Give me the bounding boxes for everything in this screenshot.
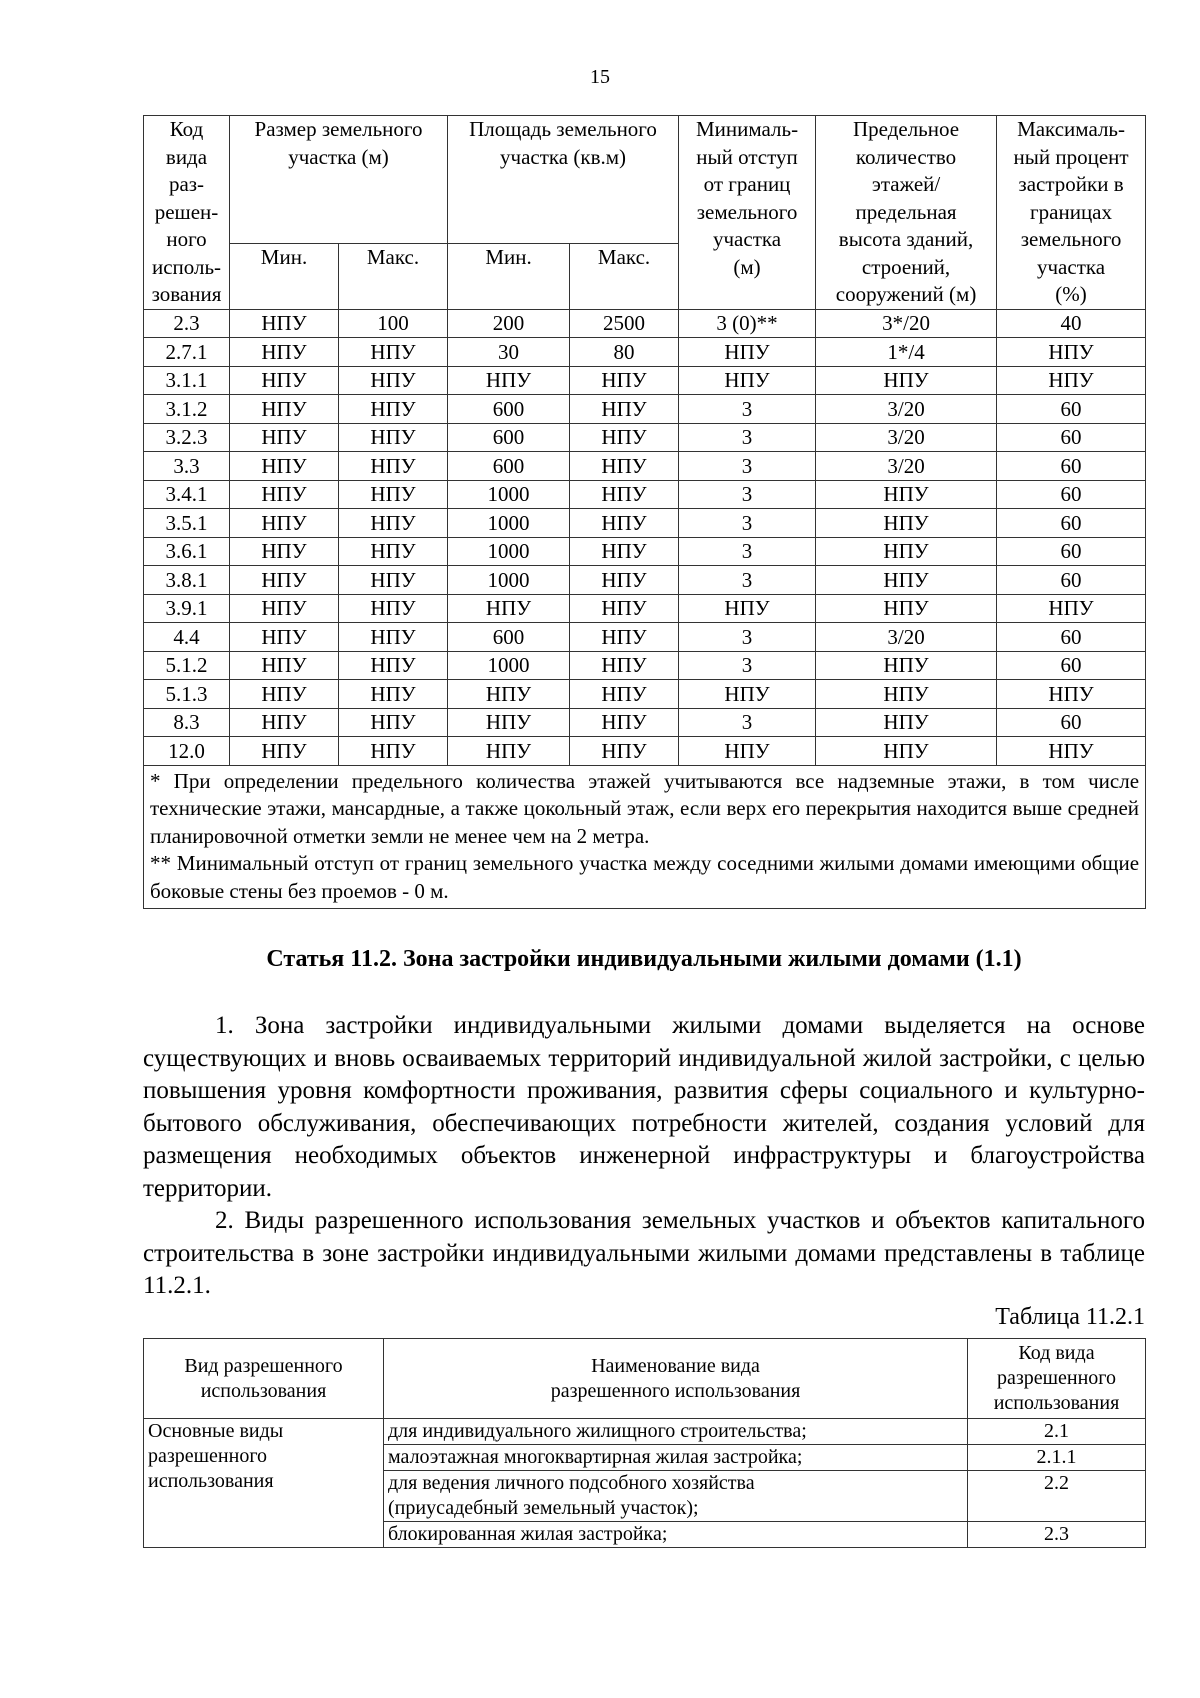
use-code: 2.2 bbox=[968, 1471, 1146, 1522]
cell-floors: 3/20 bbox=[816, 452, 997, 481]
table-row bbox=[144, 452, 1146, 481]
cell-coverage: 60 bbox=[997, 651, 1146, 680]
cell-size-min: НПУ bbox=[230, 509, 339, 538]
cell-floors: 1*/4 bbox=[816, 338, 997, 367]
cell-setback: 3 bbox=[679, 623, 816, 652]
cell-size-min: НПУ bbox=[230, 366, 339, 395]
table-row bbox=[144, 309, 1146, 338]
cell-setback: НПУ bbox=[679, 680, 816, 709]
cell-size-max: НПУ bbox=[339, 509, 448, 538]
cell-size-max: 100 bbox=[339, 309, 448, 338]
cell-coverage: НПУ bbox=[997, 680, 1146, 709]
cell-coverage: 60 bbox=[997, 480, 1146, 509]
use-code: 2.1.1 bbox=[968, 1445, 1146, 1471]
table-row bbox=[144, 509, 1146, 538]
table-row bbox=[144, 651, 1146, 680]
cell-area-min: 600 bbox=[448, 452, 570, 481]
cell-floors: НПУ bbox=[816, 480, 997, 509]
table-row bbox=[144, 423, 1146, 452]
use-name: для ведения личного подсобного хозяйства (приусадебный земельный участок); bbox=[384, 1471, 968, 1522]
header-min-setback: Минималь- ный отступ от границ земельного участка (м) bbox=[679, 116, 816, 310]
cell-setback: 3 bbox=[679, 509, 816, 538]
cell-floors: 3/20 bbox=[816, 395, 997, 424]
cell-size-max: НПУ bbox=[339, 537, 448, 566]
cell-size-min: НПУ bbox=[230, 708, 339, 737]
use-name: малоэтажная многоквартирная жилая застройка; bbox=[384, 1445, 968, 1471]
use-code: 2.1 bbox=[968, 1419, 1146, 1445]
cell-size-min: НПУ bbox=[230, 338, 339, 367]
cell-setback: НПУ bbox=[679, 338, 816, 367]
cell-size-max: НПУ bbox=[339, 480, 448, 509]
cell-floors: 3/20 bbox=[816, 623, 997, 652]
cell-area-min: НПУ bbox=[448, 680, 570, 709]
table-row bbox=[144, 395, 1146, 424]
cell-area-min: НПУ bbox=[448, 737, 570, 766]
paragraph-1: 1. Зона застройки индивидуальными жилыми домами выделяется на основе существующих и вновь осваиваемых территорий индивидуальной жилой застройки, с целью повышения уровня комфортности проживания, развития сферы социального и культурно-бытового обслуживания, обеспечивающих потребности жителей, создания условий для размещения необходимых объектов инженерной инфраструктуры и благоустройства территории. bbox=[143, 1012, 1145, 1202]
cell-coverage: 60 bbox=[997, 623, 1146, 652]
cell-area-max: НПУ bbox=[570, 509, 679, 538]
cell-area-max: НПУ bbox=[570, 623, 679, 652]
cell-area-min: 600 bbox=[448, 395, 570, 424]
cell-floors: НПУ bbox=[816, 566, 997, 595]
header-use-code: Код вида разрешенного использования bbox=[968, 1339, 1146, 1419]
table-row bbox=[144, 680, 1146, 709]
cell-floors: 3*/20 bbox=[816, 309, 997, 338]
cell-setback: 3 bbox=[679, 480, 816, 509]
use-group-label: Основные виды разрешенного использования bbox=[144, 1419, 384, 1548]
cell-area-min: 1000 bbox=[448, 651, 570, 680]
header-code: Код вида раз- решен- ного исполь- зования bbox=[144, 116, 230, 310]
cell-size-max: НПУ bbox=[339, 566, 448, 595]
cell-setback: НПУ bbox=[679, 366, 816, 395]
cell-area-min: НПУ bbox=[448, 366, 570, 395]
cell-floors: НПУ bbox=[816, 509, 997, 538]
cell-coverage: 60 bbox=[997, 566, 1146, 595]
table-row bbox=[144, 1419, 1146, 1445]
cell-area-min: НПУ bbox=[448, 594, 570, 623]
cell-code: 2.3 bbox=[144, 309, 230, 338]
article-heading: Статья 11.2. Зона застройки индивидуальными жилыми домами (1.1) bbox=[266, 946, 1022, 972]
cell-area-min: 1000 bbox=[448, 480, 570, 509]
cell-coverage: 60 bbox=[997, 452, 1146, 481]
table-row bbox=[144, 566, 1146, 595]
cell-coverage: 40 bbox=[997, 309, 1146, 338]
cell-setback: 3 bbox=[679, 708, 816, 737]
cell-area-max: НПУ bbox=[570, 537, 679, 566]
cell-size-min: НПУ bbox=[230, 480, 339, 509]
cell-setback: 3 (0)** bbox=[679, 309, 816, 338]
cell-size-min: НПУ bbox=[230, 623, 339, 652]
cell-code: 3.9.1 bbox=[144, 594, 230, 623]
table-row bbox=[144, 366, 1146, 395]
cell-size-max: НПУ bbox=[339, 594, 448, 623]
cell-size-max: НПУ bbox=[339, 708, 448, 737]
cell-setback: 3 bbox=[679, 423, 816, 452]
params-table-body bbox=[144, 309, 1146, 765]
cell-setback: 3 bbox=[679, 452, 816, 481]
cell-area-max: НПУ bbox=[570, 366, 679, 395]
cell-area-min: 30 bbox=[448, 338, 570, 367]
header-plot-size: Размер земельного участка (м) bbox=[230, 116, 448, 244]
cell-floors: НПУ bbox=[816, 680, 997, 709]
cell-code: 3.8.1 bbox=[144, 566, 230, 595]
cell-size-min: НПУ bbox=[230, 737, 339, 766]
table-row bbox=[144, 537, 1146, 566]
cell-code: 3.2.3 bbox=[144, 423, 230, 452]
cell-area-min: 1000 bbox=[448, 509, 570, 538]
permitted-uses-table bbox=[143, 1338, 1146, 1548]
table-footnotes bbox=[144, 765, 1146, 909]
header-max-floors: Предельное количество этажей/ предельная высота зданий, строений, сооружений (м) bbox=[816, 116, 997, 310]
cell-code: 2.7.1 bbox=[144, 338, 230, 367]
header-plot-area-min: Мин. bbox=[448, 244, 570, 309]
cell-code: 12.0 bbox=[144, 737, 230, 766]
cell-setback: 3 bbox=[679, 651, 816, 680]
cell-floors: 3/20 bbox=[816, 423, 997, 452]
cell-size-min: НПУ bbox=[230, 395, 339, 424]
table-row bbox=[144, 594, 1146, 623]
cell-setback: 3 bbox=[679, 537, 816, 566]
footnote-setback: ** Минимальный отступ от границ земельного участка между соседними жилыми домами имеющими общие боковые стены без проемов - 0 м. bbox=[150, 851, 1140, 903]
cell-size-max: НПУ bbox=[339, 395, 448, 424]
cell-size-min: НПУ bbox=[230, 309, 339, 338]
cell-area-max: НПУ bbox=[570, 680, 679, 709]
table-row bbox=[144, 623, 1146, 652]
cell-area-min: 1000 bbox=[448, 537, 570, 566]
cell-area-max: НПУ bbox=[570, 594, 679, 623]
cell-area-max: НПУ bbox=[570, 708, 679, 737]
cell-coverage: НПУ bbox=[997, 737, 1146, 766]
cell-code: 3.3 bbox=[144, 452, 230, 481]
header-max-coverage: Максималь- ный процент застройки в границах земельного участка (%) bbox=[997, 116, 1146, 310]
cell-area-max: НПУ bbox=[570, 395, 679, 424]
cell-area-min: 1000 bbox=[448, 566, 570, 595]
cell-code: 3.5.1 bbox=[144, 509, 230, 538]
cell-code: 5.1.2 bbox=[144, 651, 230, 680]
cell-area-max: 80 bbox=[570, 338, 679, 367]
header-plot-area: Площадь земельного участка (кв.м) bbox=[448, 116, 679, 244]
cell-area-max: НПУ bbox=[570, 480, 679, 509]
cell-size-max: НПУ bbox=[339, 623, 448, 652]
cell-size-min: НПУ bbox=[230, 537, 339, 566]
cell-floors: НПУ bbox=[816, 537, 997, 566]
cell-size-max: НПУ bbox=[339, 680, 448, 709]
cell-code: 3.1.2 bbox=[144, 395, 230, 424]
cell-size-min: НПУ bbox=[230, 452, 339, 481]
cell-size-max: НПУ bbox=[339, 651, 448, 680]
cell-area-min: 600 bbox=[448, 423, 570, 452]
use-code: 2.3 bbox=[968, 1522, 1146, 1548]
cell-size-min: НПУ bbox=[230, 566, 339, 595]
page-number: 15 bbox=[590, 66, 610, 88]
cell-code: 3.4.1 bbox=[144, 480, 230, 509]
cell-area-min: 600 bbox=[448, 623, 570, 652]
header-plot-area-max: Макс. bbox=[570, 244, 679, 309]
cell-coverage: НПУ bbox=[997, 366, 1146, 395]
cell-coverage: 60 bbox=[997, 395, 1146, 424]
cell-floors: НПУ bbox=[816, 651, 997, 680]
cell-setback: 3 bbox=[679, 395, 816, 424]
header-use-kind: Вид разрешенного использования bbox=[144, 1339, 384, 1419]
cell-code: 8.3 bbox=[144, 708, 230, 737]
table-row bbox=[144, 338, 1146, 367]
table-caption: Таблица 11.2.1 bbox=[995, 1304, 1145, 1330]
cell-size-min: НПУ bbox=[230, 423, 339, 452]
paragraph-2: 2. Виды разрешенного использования земельных участков и объектов капитального строительства в зоне застройки индивидуальными жилыми домами представлены в таблице 11.2.1. bbox=[143, 1207, 1145, 1299]
cell-coverage: 60 bbox=[997, 708, 1146, 737]
cell-code: 4.4 bbox=[144, 623, 230, 652]
cell-size-max: НПУ bbox=[339, 452, 448, 481]
cell-setback: НПУ bbox=[679, 594, 816, 623]
cell-setback: НПУ bbox=[679, 737, 816, 766]
use-name: для индивидуального жилищного строительства; bbox=[384, 1419, 968, 1445]
cell-floors: НПУ bbox=[816, 366, 997, 395]
use-name: блокированная жилая застройка; bbox=[384, 1522, 968, 1548]
cell-code: 3.6.1 bbox=[144, 537, 230, 566]
header-plot-size-max: Макс. bbox=[339, 244, 448, 309]
cell-size-min: НПУ bbox=[230, 680, 339, 709]
cell-size-min: НПУ bbox=[230, 594, 339, 623]
cell-area-min: 200 bbox=[448, 309, 570, 338]
cell-area-max: НПУ bbox=[570, 452, 679, 481]
zoning-parameters-table bbox=[143, 115, 1146, 909]
cell-coverage: 60 bbox=[997, 509, 1146, 538]
header-plot-size-min: Мин. bbox=[230, 244, 339, 309]
cell-size-max: НПУ bbox=[339, 338, 448, 367]
cell-area-min: НПУ bbox=[448, 708, 570, 737]
cell-area-max: НПУ bbox=[570, 737, 679, 766]
cell-code: 5.1.3 bbox=[144, 680, 230, 709]
cell-area-max: НПУ bbox=[570, 566, 679, 595]
cell-coverage: 60 bbox=[997, 537, 1146, 566]
cell-setback: 3 bbox=[679, 566, 816, 595]
cell-size-max: НПУ bbox=[339, 737, 448, 766]
cell-size-max: НПУ bbox=[339, 423, 448, 452]
cell-coverage: НПУ bbox=[997, 594, 1146, 623]
cell-floors: НПУ bbox=[816, 708, 997, 737]
cell-coverage: 60 bbox=[997, 423, 1146, 452]
cell-area-max: НПУ bbox=[570, 651, 679, 680]
cell-floors: НПУ bbox=[816, 594, 997, 623]
cell-area-max: НПУ bbox=[570, 423, 679, 452]
table-row bbox=[144, 480, 1146, 509]
cell-coverage: НПУ bbox=[997, 338, 1146, 367]
cell-area-max: 2500 bbox=[570, 309, 679, 338]
cell-size-max: НПУ bbox=[339, 366, 448, 395]
footnote-floors: * При определении предельного количества этажей учитываются все надземные этажи, в том числе технические этажи, мансардные, а также цокольный этаж, если верх его перекрытия находится выше средней планировочной отметки земли не менее чем на 2 метра. bbox=[150, 768, 1140, 848]
header-use-name: Наименование вида разрешенного использования bbox=[384, 1339, 968, 1419]
cell-floors: НПУ bbox=[816, 737, 997, 766]
cell-size-min: НПУ bbox=[230, 651, 339, 680]
table-row bbox=[144, 737, 1146, 766]
cell-code: 3.1.1 bbox=[144, 366, 230, 395]
table-row bbox=[144, 708, 1146, 737]
article-body bbox=[143, 1010, 1145, 1303]
